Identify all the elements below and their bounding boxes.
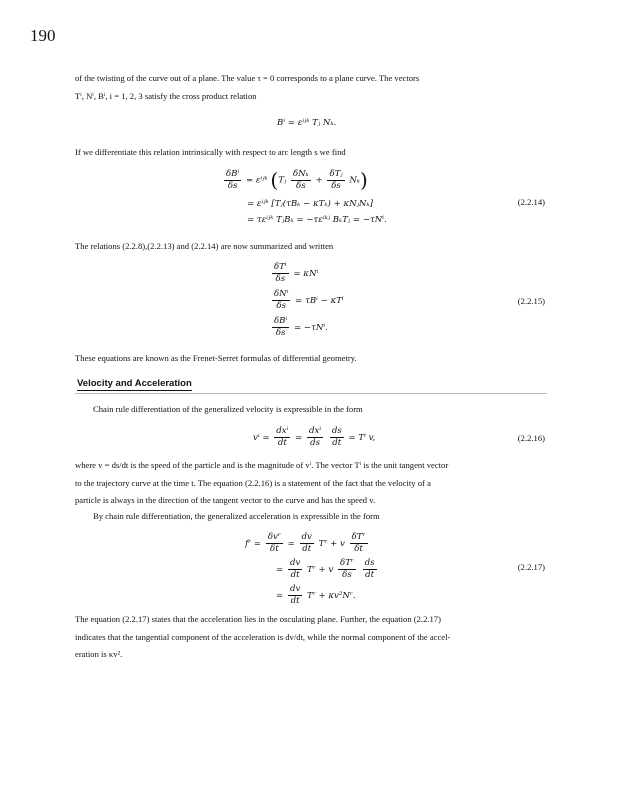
paragraph-speed (75, 457, 547, 510)
fraction: $\frac{dv}{dt}$ (289, 584, 301, 606)
text-line: of the twisting of the curve out of a plane. The value τ = 0 corresponds to a plane curve. The vectors (75, 73, 420, 83)
fraction: $\frac{\text{δNⁱ}}{\delta s}$ (274, 289, 289, 311)
paragraph-osculating-plane (75, 611, 547, 664)
section-divider (75, 393, 547, 394)
fraction: $\frac{\text{δTʳ}}{\delta s}$ (340, 558, 354, 580)
fraction: $\frac{\text{δBⁱ}}{\delta s}$ (274, 316, 288, 338)
section-heading: Velocity and Acceleration (77, 378, 192, 389)
paragraph-acceleration: By chain rule differentiation, the generalized acceleration is expressible in the form (93, 511, 380, 521)
equation-number: (2.2.14) (517, 197, 545, 207)
paragraph-relations: The relations (2.2.8),(2.2.13) and (2.2.14) are now summarized and written (75, 241, 334, 251)
equation-2-2-14-line1: $\frac{\text{δBⁱ}}{\delta s}$ = εⁱʲᵏ (Tⱼ $\frac{\text{δNₖ}}{\delta s}$ + $\frac{\text{δTⱼ}}{\delta s}$ Nₖ) (226, 168, 368, 192)
fraction: $\frac{ds}{dt}$ (331, 426, 342, 448)
fraction: $\frac{\text{δBⁱ}}{\delta s}$ (226, 168, 240, 191)
equation-number: (2.2.17) (517, 562, 545, 572)
page-number: 190 (30, 26, 56, 45)
equation-2-2-15-line2: $\frac{\text{δNⁱ}}{\delta s}$ = τBⁱ − κTⁱ (274, 289, 344, 311)
fraction: $\frac{\text{δTⱼ}}{\delta s}$ (329, 168, 343, 191)
fraction: $\frac{ds}{dt}$ (364, 558, 375, 580)
fraction: $\frac{dv}{dt}$ (289, 558, 301, 580)
text-line: The equation (2.2.17) states that the acceleration lies in the osculating plane. Further, the equation (2.2.17) (75, 614, 441, 624)
text-line: where v = ds/dt is the speed of the particle and is the magnitude of vⁱ. The vector Tⁱ is the unit tangent vector (75, 460, 449, 470)
fraction: $\frac{\text{δTʳ}}{\delta t}$ (351, 532, 366, 554)
text-line: to the trajectory curve at the time t. The equation (2.2.16) is a statement of the fact that the velocity of a (75, 477, 431, 488)
equation-2-2-15-line3: $\frac{\text{δBⁱ}}{\delta s}$ = −τNⁱ. (274, 316, 328, 338)
paragraph-chain-rule: Chain rule differentiation of the generalized velocity is expressible in the form (93, 404, 363, 414)
equation-number: (2.2.15) (517, 296, 545, 306)
equation-2-2-14-line2: = εⁱʲᵏ [Tⱼ(τBₖ − κTₖ) + κNⱼNₖ] (247, 199, 373, 209)
equation-2-2-16: vⁱ = $\frac{\text{dxⁱ}}{dt}$ = $\frac{\text{dxⁱ}}{ds}$ $\frac{ds}{dt}$ = Tⁱ v, (253, 426, 376, 448)
text-line: Tⁱ, Nⁱ, Bⁱ, i = 1, 2, 3 satisfy the cross product relation (75, 90, 257, 101)
paragraph-twisting (75, 70, 547, 105)
equation-2-2-17-line2: = $\frac{dv}{dt}$ Tʳ + v $\frac{\text{δTʳ}}{\delta s}$ $\frac{ds}{dt}$ (276, 558, 375, 580)
paragraph-frenet-serret: These equations are known as the Frenet-Serret formulas of differential geometry. (75, 353, 357, 363)
equation-2-2-17-line3: = $\frac{dv}{dt}$ Tʳ + κv²Nʳ. (276, 584, 356, 606)
text-line: indicates that the tangential component of the acceleration is dv/dt, while the normal component of the accel- (75, 631, 451, 642)
fraction: $\frac{\text{δNₖ}}{\delta s}$ (292, 168, 309, 191)
fraction: $\frac{\text{dxⁱ}}{dt}$ (276, 426, 289, 448)
equation-number: (2.2.16) (517, 433, 545, 443)
equation-2-2-14-line3: = τεⁱʲᵏ TⱼBₖ = −τεⁱᵏʲ BₖTⱼ = −τNⁱ. (247, 215, 387, 225)
text-line: eration is κv². (75, 649, 123, 659)
fraction: $\frac{\text{δTⁱ}}{\delta s}$ (274, 262, 287, 284)
fraction: $\frac{dv}{dt}$ (301, 532, 312, 554)
fraction: $\frac{\text{dxⁱ}}{ds}$ (309, 426, 322, 448)
fraction: $\frac{\text{δvʳ}}{\delta t}$ (267, 532, 281, 554)
paragraph-differentiate: If we differentiate this relation intrinsically with respect to arc length s we find (75, 147, 346, 157)
equation-cross-product: Bⁱ = εⁱʲᵏ Tⱼ Nₖ. (277, 118, 337, 128)
text-line: particle is always in the direction of the tangent vector to the curve and has the speed v. (75, 495, 376, 505)
equation-2-2-15-line1: $\frac{\text{δTⁱ}}{\delta s}$ = κNⁱ (274, 262, 319, 284)
equation-2-2-17-line1: fʳ = $\frac{\text{δvʳ}}{\delta t}$ = $\frac{dv}{dt}$ Tʳ + v $\frac{\text{δTʳ}}{\delta t}$ (245, 532, 366, 554)
